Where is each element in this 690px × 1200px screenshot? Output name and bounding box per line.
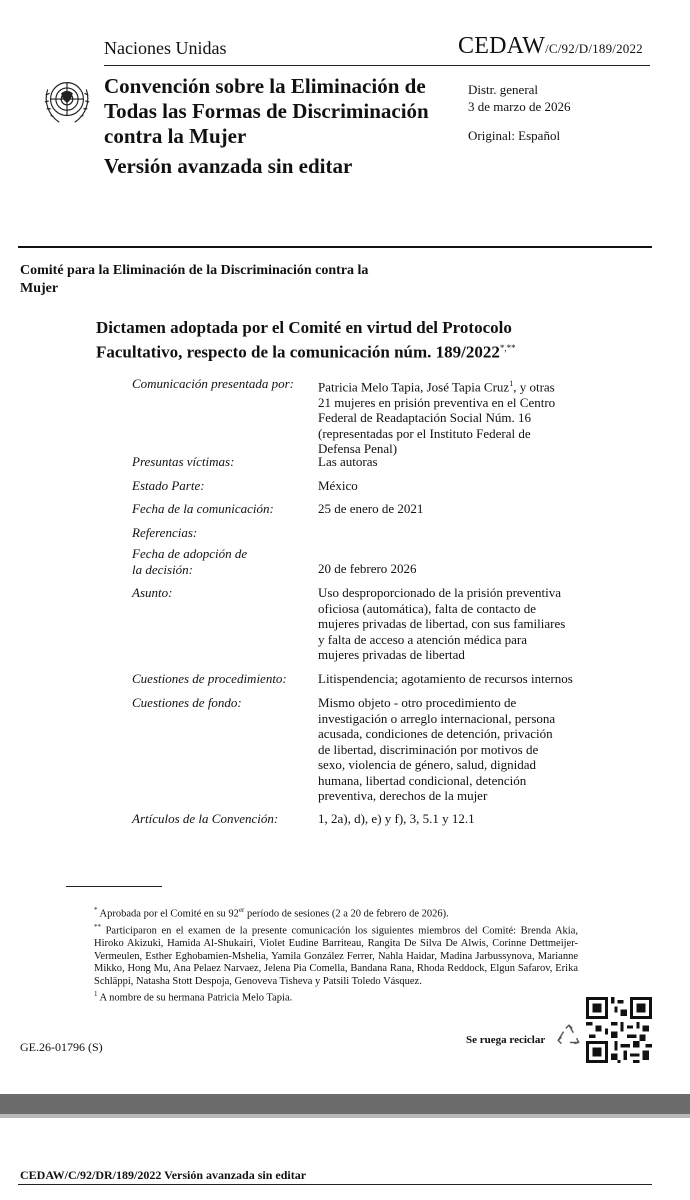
meta-row-references (132, 525, 572, 546)
symbol-rest: /C/92/D/189/2022 (545, 41, 643, 56)
meta-label: Artículos de la Convención: (132, 811, 279, 826)
meta-label: Estado Parte: (132, 478, 205, 493)
document-symbol (458, 33, 643, 60)
footnote-mark: ** (94, 923, 101, 931)
symbol-main: CEDAW (458, 33, 546, 59)
job-number: GE.26-01796 (S) (20, 1040, 103, 1054)
footnote-mark: 1 (94, 990, 98, 998)
meta-label: Cuestiones de procedimiento: (132, 671, 287, 686)
next-page (0, 1118, 690, 1200)
meta-row-submitted-by (132, 376, 572, 457)
footnote-text: A nombre de su hermana Patricia Melo Tapia. (99, 992, 293, 1004)
footnotes (94, 904, 578, 1005)
meta-value-text: Patricia Melo Tapia, José Tapia Cruz (318, 379, 510, 395)
decision-title-text: Dictamen adoptada por el Comité en virtud del Protocolo Facultativo, respecto de la comunicación núm. 189/2022 (96, 318, 512, 362)
distribution-block (468, 81, 571, 115)
meta-row-convention-articles (132, 811, 572, 831)
meta-value (318, 376, 568, 457)
distribution-type: Distr. general (468, 82, 539, 97)
section-rule (18, 246, 652, 248)
next-page-header: CEDAW/C/92/DR/189/2022 Versión avanzada sin editar (20, 1168, 307, 1182)
meta-value: Las autoras (318, 454, 378, 469)
ordinal-suffix: er (238, 906, 245, 914)
distribution-date: 3 de marzo de 2026 (468, 99, 571, 114)
recycle-icon (556, 1023, 582, 1049)
meta-row-substantive-issues (132, 695, 572, 811)
meta-row-adoption-date (132, 546, 572, 585)
original-language: Original: Español (468, 128, 561, 143)
footnote-ref: 1 (509, 379, 514, 388)
meta-label: Fecha de adopción de la decisión: (132, 546, 248, 577)
meta-value-text: , y otras 21 mujeres en prisión preventiva en el Centro Federal de Readaptación Social Núm. 16 (representadas por el Instituto Federal de Defensa Penal) (318, 379, 556, 457)
footnote-text: período de sesiones (2 a 20 de febrero de 2026). (244, 908, 449, 920)
qr-code-icon (586, 997, 652, 1063)
meta-value: Mismo objeto - otro procedimiento de investigación o arreglo internacional, persona acusada, condiciones de detención, privación de libertad, discriminación por motivos de sexo, violencia de género, salud, dignidad humana, libertad condicional, detención preventiva, derechos de la mujer (318, 695, 556, 803)
meta-label: Referencias: (132, 525, 198, 540)
advance-version-label: Versión avanzada sin editar (104, 154, 353, 178)
meta-row-communication-date (132, 501, 572, 525)
meta-row-procedural-issues (132, 671, 572, 695)
footnote-2 (94, 921, 578, 988)
footnote-rule (66, 886, 162, 887)
meta-label: Asunto: (132, 585, 173, 600)
committee-name: Comité para la Eliminación de la Discriminación contra la Mujer (20, 263, 369, 296)
footnote-1 (94, 904, 578, 921)
meta-value: Litispendencia; agotamiento de recursos internos (318, 671, 573, 686)
meta-value: Uso desproporcionado de la prisión preventiva oficiosa (automática), falta de contacto de mujeres privadas de libertad, con sus familiares y falta de acceso a atención médica para mujeres privadas de libertad (318, 585, 566, 662)
meta-value: 25 de enero de 2021 (318, 501, 424, 516)
header-rule (104, 65, 650, 66)
meta-label: Fecha de la comunicación: (132, 501, 274, 516)
next-page-rule (18, 1184, 652, 1185)
communication-metadata (132, 376, 572, 831)
decision-footnote-marks: *,** (499, 343, 516, 353)
meta-label: Presuntas víctimas: (132, 454, 235, 469)
footnote-3 (94, 988, 578, 1005)
page-gap (0, 1094, 690, 1114)
organization-name: Naciones Unidas (104, 38, 227, 58)
footnote-text: Participaron en el examen de la presente comunicación los siguientes miembros del Comité: Brenda Akia, Hiroko Akizuki, Hamida Al-Shukairi, Violet Eudine Barriteau, Rangita De Silva De Alwis, Corinne Dettmeijer-Vermeulen, Esther Eghobamien-Mshelia, Yamila González Ferrer, Nahla Haidar, Madina Jarbussynova, Marianne Mikko, Hong Mu, Ana Pelaez Narvaez, Jelena Pia Comella, Bandana Rana, Rhoda Reddock, Elgun Safarov, Erika Schläppi, Natasha Stott Despoja, Genoveva Tisheva y Patsili Toledo Vásquez. (94, 925, 579, 987)
footnote-mark: * (94, 906, 98, 914)
meta-row-victims (132, 454, 572, 478)
un-emblem-icon (38, 72, 96, 130)
meta-label: Cuestiones de fondo: (132, 695, 242, 710)
meta-label: Comunicación presentada por: (132, 376, 294, 391)
meta-row-subject (132, 585, 572, 671)
meta-value: México (318, 478, 358, 493)
decision-title (96, 318, 576, 363)
meta-row-state-party (132, 478, 572, 501)
convention-title: Convención sobre la Eliminación de Todas las Formas de Discriminación contra la Mujer (104, 74, 429, 148)
recycle-notice: Se ruega reciclar (466, 1034, 546, 1046)
footnote-text: Aprobada por el Comité en su 92 (99, 908, 239, 920)
meta-value: 20 de febrero 2026 (318, 561, 417, 576)
meta-value: 1, 2a), d), e) y f), 3, 5.1 y 12.1 (318, 811, 475, 826)
